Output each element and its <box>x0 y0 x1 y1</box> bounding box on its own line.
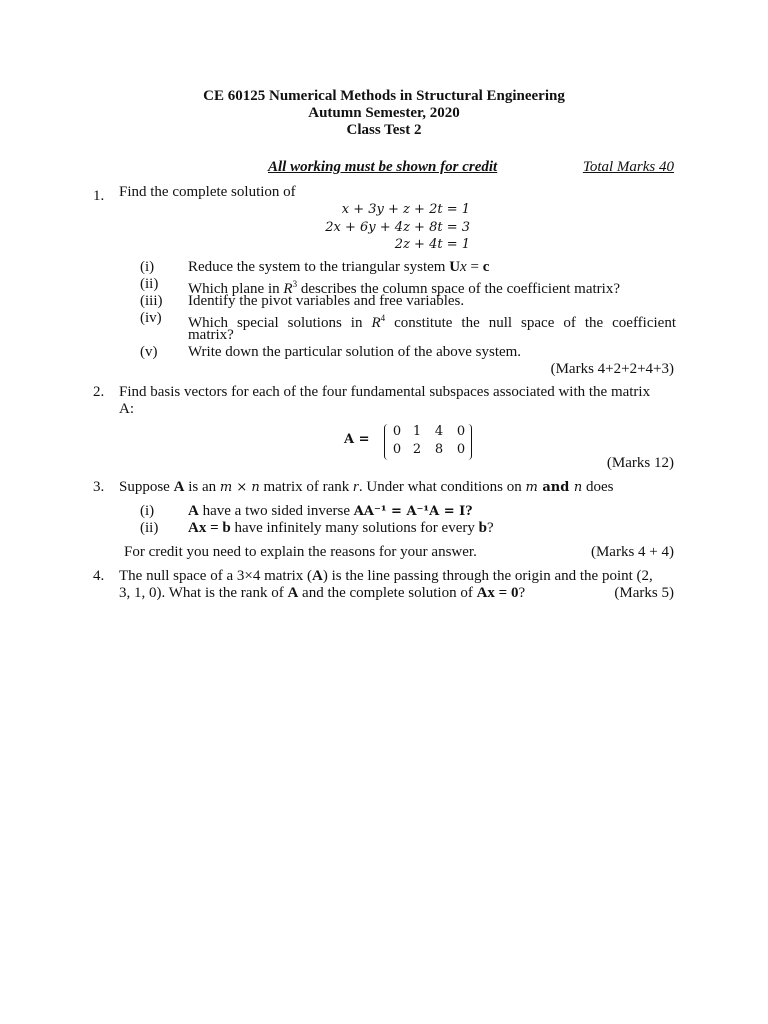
question-1-number: 1. <box>93 188 105 204</box>
matrix-cell: 0 <box>456 442 466 457</box>
q1-part-iii: (iii) Identify the pivot variables and free variables. <box>140 293 465 309</box>
matrix-brackets <box>384 424 472 460</box>
q1-part-iv-cont: matrix? <box>188 327 234 343</box>
matrix-row-2 <box>389 442 469 459</box>
q1-part-v: (v) Write down the particular solution of the above system. <box>140 344 522 360</box>
matrix-cell: 2 <box>412 442 422 457</box>
course-title: CE 60125 Numerical Methods in Structural Engineering <box>203 88 565 104</box>
credit-instruction: All working must be shown for credit <box>268 159 498 175</box>
matrix-cell: 0 <box>392 442 402 457</box>
q4-marks: (Marks 5) <box>614 585 674 601</box>
q3-note: For credit you need to explain the reasons for your answer. <box>124 544 477 560</box>
q1-part-i: (i) Reduce the system to the triangular system Ux = c <box>140 259 490 275</box>
total-marks: Total Marks 40 <box>582 159 674 175</box>
q3-part-i: (i) A have a two sided inverse AA⁻¹ = A⁻¹A = I? <box>140 503 473 519</box>
question-3-text: Suppose A is an m × n matrix of rank r. Under what conditions on m and n does <box>119 479 614 495</box>
equation-1: x + 3y + z + 2t = 1 <box>341 202 470 217</box>
question-3-number: 3. <box>93 479 105 495</box>
q3-part-ii: (ii) Ax = b have infinitely many solutions for every b? <box>140 520 494 536</box>
matrix-cell: 0 <box>456 424 466 439</box>
matrix-label: A = <box>344 432 370 447</box>
equation-3: 2z + 4t = 1 <box>394 237 470 252</box>
q2-marks: (Marks 12) <box>606 455 674 471</box>
q1-part-ii: (ii) Which plane in $R^3$ describes the column space of the coefficient matrix? <box>140 276 620 297</box>
matrix-cell: 4 <box>434 424 444 439</box>
question-4-line-2: 3, 1, 0). What is the rank of A and the complete solution of Ax = 0? <box>119 585 526 601</box>
exam-header <box>0 88 768 139</box>
q3-marks: (Marks 4 + 4) <box>590 544 674 560</box>
q1-marks: (Marks 4+2+2+4+3) <box>550 361 674 377</box>
matrix-cell: 1 <box>412 424 422 439</box>
question-1-text: Find the complete solution of <box>119 184 296 200</box>
matrix-cell: 8 <box>434 442 444 457</box>
matrix-cell: 0 <box>392 424 402 439</box>
semester: Autumn Semester, 2020 <box>308 105 460 121</box>
test-name: Class Test 2 <box>346 122 422 138</box>
equation-2: 2x + 6y + 4z + 8t = 3 <box>325 220 470 235</box>
question-4-line-1: The null space of a 3×4 matrix (A) is the line passing through the origin and the point (2, <box>119 568 653 584</box>
question-2-number: 2. <box>93 384 105 400</box>
q1-part-iv: (iv) Which special solutions in $R^4$ constitute the null space of the coefficient <box>140 310 676 331</box>
matrix-row-1 <box>389 424 469 441</box>
question-4-number: 4. <box>93 568 105 584</box>
question-2-text: Find basis vectors for each of the four fundamental subspaces associated with the matrix A: <box>119 384 651 417</box>
